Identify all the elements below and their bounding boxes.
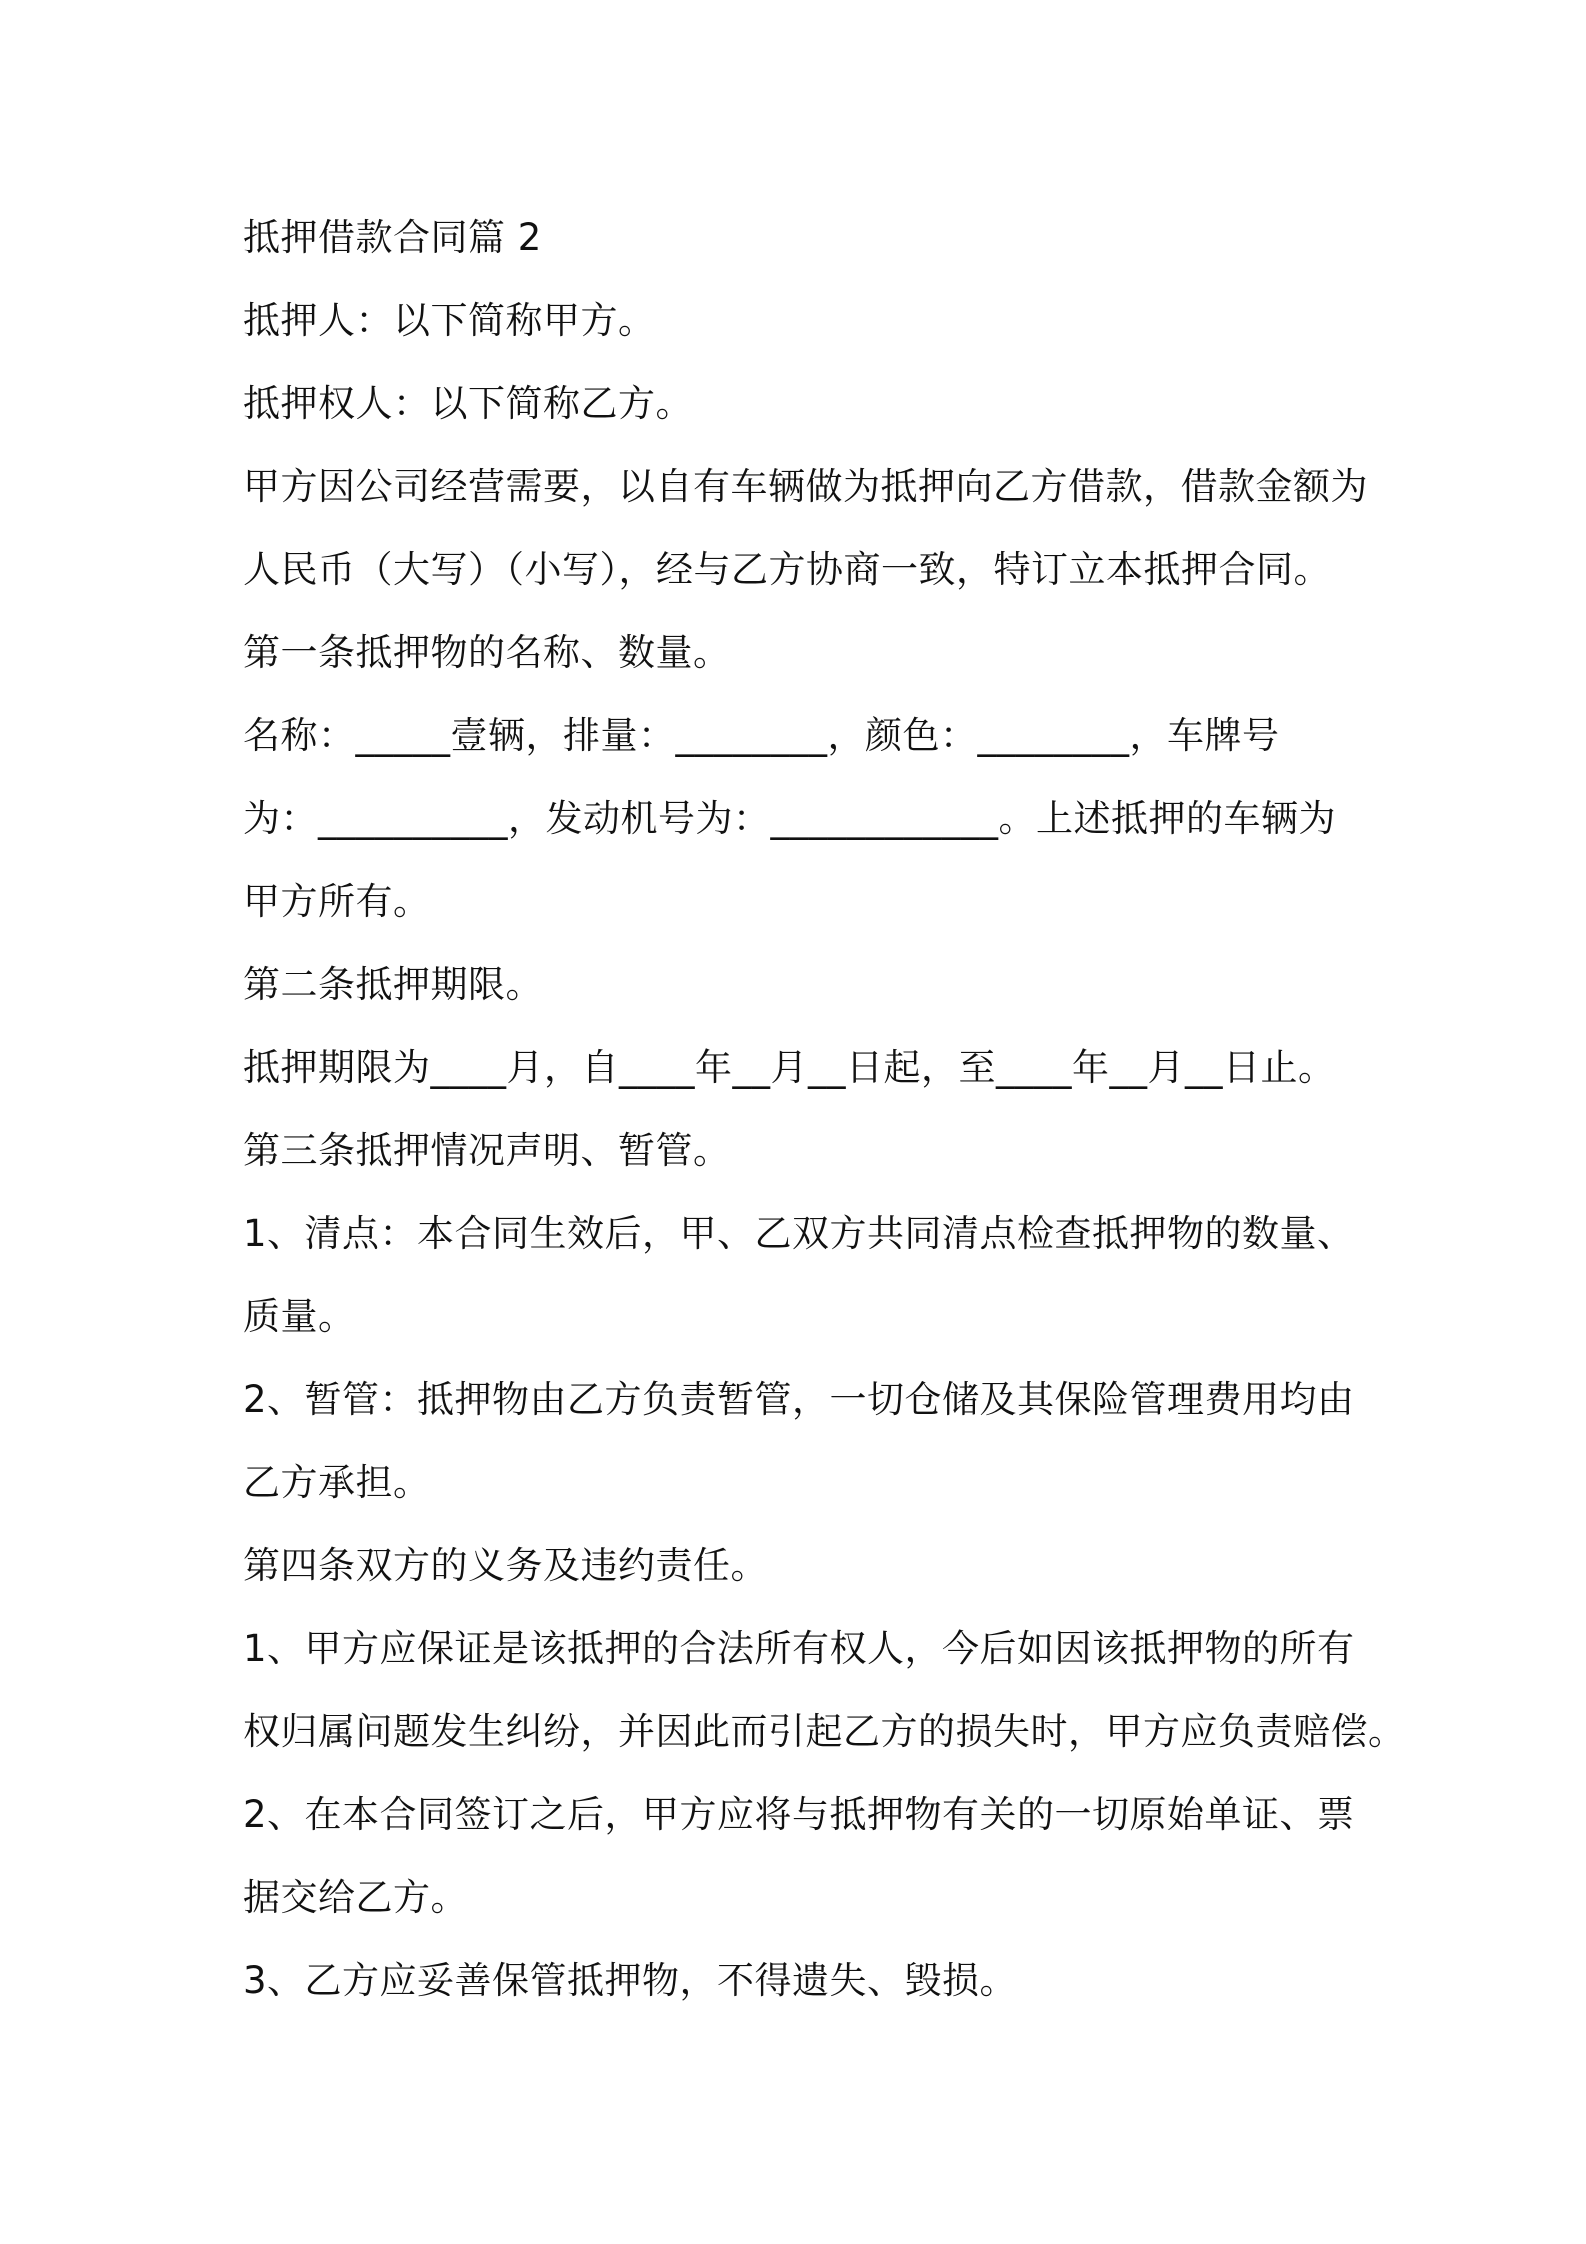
article-2-line-1: 抵押期限为____月，自____年__月__日起，至____年__月__日止。 (243, 1046, 1336, 1089)
article-2-heading: 第二条抵押期限。 (243, 963, 543, 1006)
article-4-item-3-line-1: 3、乙方应妥善保管抵押物，不得遗失、毁损。 (243, 1959, 1018, 2002)
article-3-item-1-line-1: 1、清点：本合同生效后，甲、乙双方共同清点检查抵押物的数量、 (243, 1212, 1355, 1255)
mortgagor-line: 抵押人：以下简称甲方。 (243, 299, 656, 342)
article-1-line-1: 名称：_____壹辆，排量：________，颜色：________，车牌号 (243, 714, 1280, 757)
article-3-item-1-line-2: 质量。 (243, 1295, 356, 1338)
article-1-line-2: 为：__________，发动机号为：____________。上述抵押的车辆为 (243, 797, 1336, 840)
article-3-heading: 第三条抵押情况声明、暂管。 (243, 1129, 731, 1172)
article-4-heading: 第四条双方的义务及违约责任。 (243, 1544, 768, 1587)
article-4-item-1-line-2: 权归属问题发生纠纷，并因此而引起乙方的损失时，甲方应负责赔偿。 (243, 1710, 1406, 1753)
article-4-item-2-line-2: 据交给乙方。 (243, 1876, 468, 1919)
article-4-item-2-line-1: 2、在本合同签订之后，甲方应将与抵押物有关的一切原始单证、票 (243, 1793, 1355, 1836)
article-1-heading: 第一条抵押物的名称、数量。 (243, 631, 731, 674)
article-1-line-3: 甲方所有。 (243, 880, 431, 923)
section-title: 抵押借款合同篇 2 (243, 216, 542, 259)
contract-body (243, 196, 1406, 2022)
intro-line-1: 甲方因公司经营需要，以自有车辆做为抵押向乙方借款，借款金额为 (243, 465, 1368, 508)
article-3-item-2-line-2: 乙方承担。 (243, 1461, 431, 1504)
article-4-item-1-line-1: 1、甲方应保证是该抵押的合法所有权人，今后如因该抵押物的所有 (243, 1627, 1355, 1670)
mortgagee-line: 抵押权人：以下简称乙方。 (243, 382, 693, 425)
intro-line-2: 人民币（大写）（小写），经与乙方协商一致，特订立本抵押合同。 (243, 548, 1331, 591)
article-3-item-2-line-1: 2、暂管：抵押物由乙方负责暂管，一切仓储及其保险管理费用均由 (243, 1378, 1355, 1421)
